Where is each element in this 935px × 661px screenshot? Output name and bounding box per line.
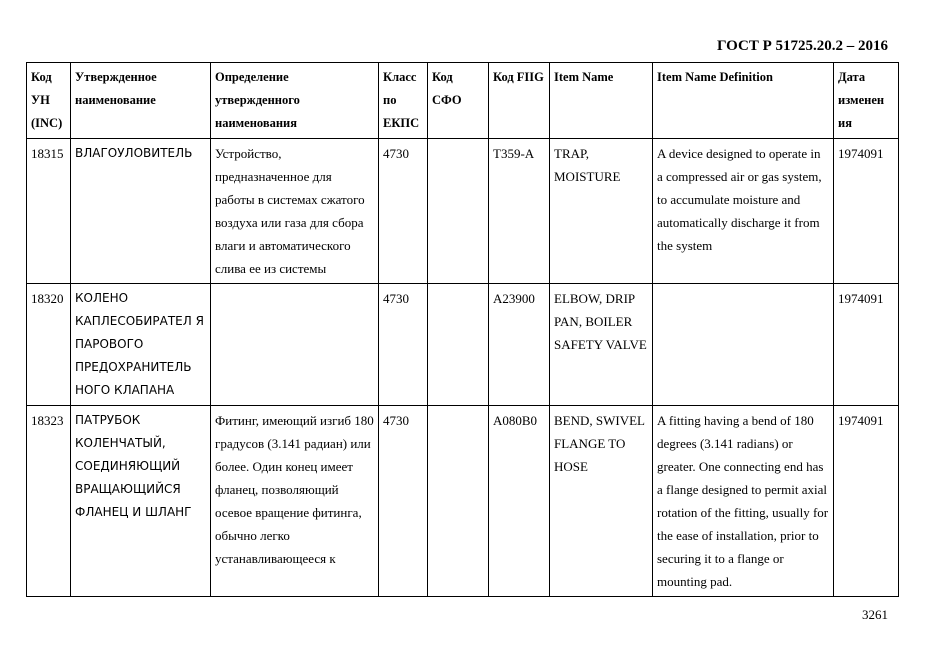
cell-name-ru: ПАТРУБОК КОЛЕНЧАТЫЙ, СОЕДИНЯЮЩИЙ ВРАЩАЮЩИЙСЯ ФЛАНЕЦ И ШЛАНГ [71, 406, 211, 597]
header-item-name: Item Name [550, 63, 653, 139]
cell-date: 1974091 [834, 139, 899, 284]
header-class: Класс по ЕКПС [379, 63, 428, 139]
header-definition-ru: Определение утвержденного наименования [211, 63, 379, 139]
cell-class: 4730 [379, 284, 428, 406]
cell-definition-en: A device designed to operate in a compressed air or gas system, to accumulate moisture and automatically discharge it from the system [653, 139, 834, 284]
cell-definition-en: A fitting having a bend of 180 degrees (3.141 radians) or greater. One connecting end has a flange designed to permit axial rotation of the fitting, usually for the ease of installation, prior to securing it to a flange or mounting pad. [653, 406, 834, 597]
cell-class: 4730 [379, 139, 428, 284]
cell-definition-ru: Фитинг, имеющий изгиб 180 градусов (3.141 радиан) или более. Один конец имеет фланец, позволяющий осевое вращение фитинга, обычно легко устанавливающееся к [211, 406, 379, 597]
cell-class: 4730 [379, 406, 428, 597]
document-standard-header: ГОСТ Р 51725.20.2 – 2016 [716, 38, 888, 54]
header-sfo: Код СФО [428, 63, 489, 139]
cell-inc: 18320 [27, 284, 71, 406]
cell-sfo [428, 284, 489, 406]
cell-sfo [428, 406, 489, 597]
header-approved-name: Утвержденное наименование [71, 63, 211, 139]
cell-date: 1974091 [834, 284, 899, 406]
cell-inc: 18315 [27, 139, 71, 284]
cell-sfo [428, 139, 489, 284]
table-row [27, 139, 899, 284]
cell-name-ru: ВЛАГОУЛОВИТЕЛЬ [71, 139, 211, 284]
table-row [27, 284, 899, 406]
cell-item-name: ELBOW, DRIP PAN, BOILER SAFETY VALVE [550, 284, 653, 406]
page-number: 3261 [862, 607, 888, 622]
cell-fiig: T359-A [489, 139, 550, 284]
cell-fiig: A080B0 [489, 406, 550, 597]
table-row [27, 406, 899, 597]
catalog-table [26, 62, 899, 597]
header-inc: Код УН (INC) [27, 63, 71, 139]
table-header-row [27, 63, 899, 139]
header-change-date: Дата изменен ия [834, 63, 899, 139]
cell-item-name: BEND, SWIVEL FLANGE TO HOSE [550, 406, 653, 597]
cell-definition-en [653, 284, 834, 406]
cell-definition-ru: Устройство, предназначенное для работы в системах сжатого воздуха или газа для сбора влаги и автоматического слива ее из системы [211, 139, 379, 284]
cell-date: 1974091 [834, 406, 899, 597]
cell-fiig: A23900 [489, 284, 550, 406]
cell-name-ru: КОЛЕНО КАПЛЕСОБИРАТЕЛ Я ПАРОВОГО ПРЕДОХРАНИТЕЛЬ НОГО КЛАПАНА [71, 284, 211, 406]
header-fiig: Код FIIG [489, 63, 550, 139]
cell-definition-ru [211, 284, 379, 406]
cell-item-name: TRAP, MOISTURE [550, 139, 653, 284]
header-item-name-definition: Item Name Definition [653, 63, 834, 139]
cell-inc: 18323 [27, 406, 71, 597]
